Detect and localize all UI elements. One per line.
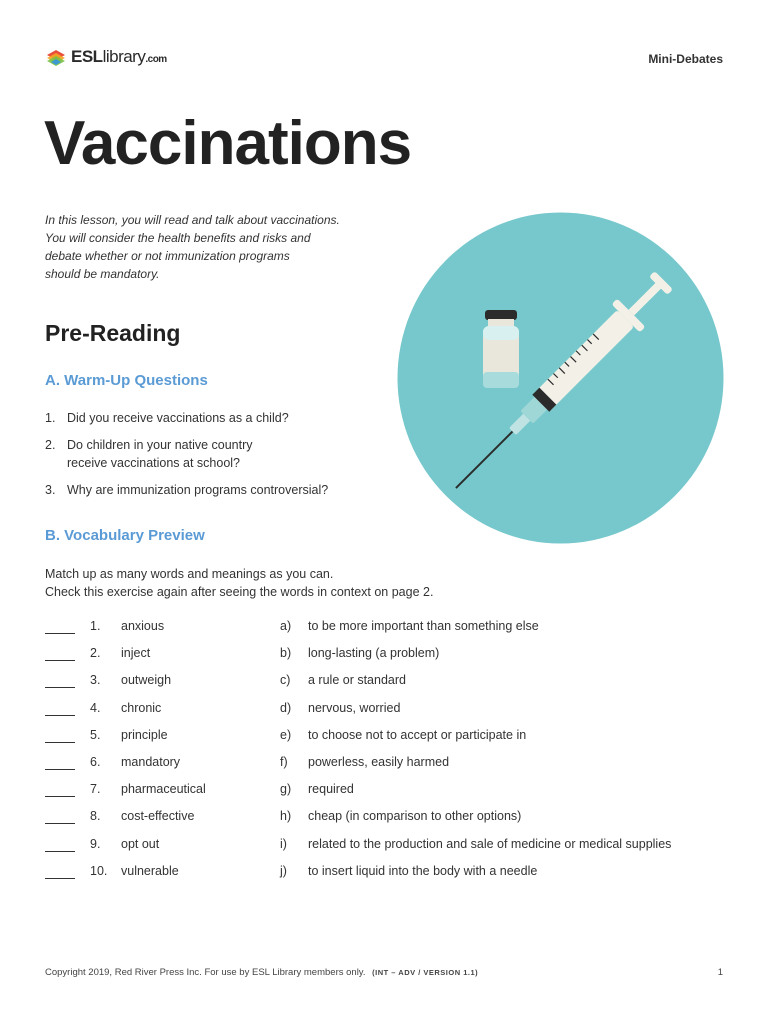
vocab-instructions bbox=[45, 565, 433, 601]
answer-blank[interactable] bbox=[45, 769, 75, 770]
question-number: 2. bbox=[45, 438, 56, 452]
version-label: (INT – ADV / VERSION 1.1) bbox=[372, 968, 479, 977]
vocab-number: 9. bbox=[90, 836, 101, 851]
vocab-word: chronic bbox=[121, 700, 162, 715]
vocab-row bbox=[45, 806, 725, 833]
definition-letter: j) bbox=[280, 863, 287, 878]
vocab-number: 8. bbox=[90, 809, 101, 824]
vocab-word: inject bbox=[121, 646, 151, 661]
answer-blank[interactable] bbox=[45, 742, 75, 743]
vaccination-illustration bbox=[397, 212, 724, 544]
question-item bbox=[45, 481, 385, 499]
question-text: Did you receive vaccinations as a child? bbox=[67, 411, 289, 425]
answer-blank[interactable] bbox=[45, 796, 75, 797]
series-label: Mini-Debates bbox=[648, 52, 723, 66]
definition-text: to insert liquid into the body with a needle bbox=[308, 863, 538, 878]
definition-letter: d) bbox=[280, 700, 292, 715]
vocab-row bbox=[45, 834, 725, 861]
definition-letter: g) bbox=[280, 782, 292, 797]
lesson-intro bbox=[45, 211, 375, 283]
vocab-row bbox=[45, 861, 725, 888]
vocab-row bbox=[45, 643, 725, 670]
page-title: Vaccinations bbox=[44, 109, 412, 178]
vaccine-vial-icon bbox=[483, 310, 519, 388]
answer-blank[interactable] bbox=[45, 715, 75, 716]
vocab-number: 4. bbox=[90, 700, 101, 715]
page-footer bbox=[45, 967, 723, 978]
answer-blank[interactable] bbox=[45, 660, 75, 661]
vocab-word: pharmaceutical bbox=[121, 782, 206, 797]
vocab-word: principle bbox=[121, 727, 168, 742]
definition-text: long-lasting (a problem) bbox=[308, 646, 440, 661]
definition-letter: i) bbox=[280, 836, 287, 851]
question-number: 3. bbox=[45, 483, 56, 497]
vocab-number: 6. bbox=[90, 754, 101, 769]
page-number: 1 bbox=[717, 967, 723, 978]
answer-blank[interactable] bbox=[45, 633, 75, 634]
vocab-word: outweigh bbox=[121, 673, 172, 688]
instruction-line: Match up as many words and meanings as you can. bbox=[45, 567, 334, 581]
definition-text: powerless, easily harmed bbox=[308, 754, 450, 769]
definition-text: to choose not to accept or participate in bbox=[308, 727, 527, 742]
definition-letter: h) bbox=[280, 809, 292, 824]
vocab-row bbox=[45, 752, 725, 779]
vocab-heading: B. Vocabulary Preview bbox=[45, 527, 205, 544]
copyright-text: Copyright 2019, Red River Press Inc. For use by ESL Library members only. bbox=[45, 967, 366, 978]
vocab-row bbox=[45, 670, 725, 697]
question-item bbox=[45, 436, 385, 472]
answer-blank[interactable] bbox=[45, 823, 75, 824]
instruction-line: Check this exercise again after seeing the words in context on page 2. bbox=[45, 585, 434, 599]
vocab-word: vulnerable bbox=[121, 863, 179, 878]
vocab-word: anxious bbox=[121, 619, 165, 633]
definition-letter: a) bbox=[280, 619, 292, 633]
intro-line: debate whether or not immunization programs bbox=[45, 249, 290, 263]
question-text: Why are immunization programs controversial? bbox=[67, 483, 329, 497]
definition-text: related to the production and sale of medicine or medical supplies bbox=[308, 836, 672, 851]
vocab-matching-list bbox=[45, 616, 725, 888]
esl-library-logo-icon bbox=[45, 46, 67, 68]
esl-library-logo bbox=[45, 46, 167, 68]
logo-wordmark: ESLlibrary.com bbox=[71, 47, 167, 66]
definition-letter: f) bbox=[280, 754, 288, 769]
definition-text: cheap (in comparison to other options) bbox=[308, 809, 522, 824]
vocab-word: mandatory bbox=[121, 754, 181, 769]
vocab-row bbox=[45, 725, 725, 752]
definition-text: required bbox=[308, 782, 354, 797]
vocab-number: 1. bbox=[90, 619, 101, 633]
question-number: 1. bbox=[45, 411, 56, 425]
intro-line: In this lesson, you will read and talk about vaccinations. bbox=[45, 213, 340, 227]
section-title: Pre-Reading bbox=[45, 320, 181, 346]
warmup-questions bbox=[45, 409, 385, 508]
definition-text: nervous, worried bbox=[308, 700, 401, 715]
vocab-number: 5. bbox=[90, 727, 101, 742]
question-text: Do children in your native country receive vaccinations at school? bbox=[67, 438, 253, 470]
vocab-row bbox=[45, 779, 725, 806]
vocab-word: cost-effective bbox=[121, 809, 195, 824]
intro-line: should be mandatory. bbox=[45, 267, 160, 281]
vocab-number: 7. bbox=[90, 782, 101, 797]
vocab-row bbox=[45, 616, 725, 643]
vocab-number: 3. bbox=[90, 673, 101, 688]
definition-letter: b) bbox=[280, 646, 292, 661]
vocab-number: 10. bbox=[90, 863, 108, 878]
answer-blank[interactable] bbox=[45, 851, 75, 852]
definition-letter: c) bbox=[280, 673, 291, 688]
page-header bbox=[45, 44, 723, 74]
warmup-heading: A. Warm-Up Questions bbox=[45, 372, 208, 389]
vocab-row bbox=[45, 698, 725, 725]
answer-blank[interactable] bbox=[45, 687, 75, 688]
definition-text: a rule or standard bbox=[308, 673, 406, 688]
definition-text: to be more important than something else bbox=[308, 619, 539, 633]
vocab-word: opt out bbox=[121, 836, 160, 851]
answer-blank[interactable] bbox=[45, 878, 75, 879]
question-item bbox=[45, 409, 385, 427]
vocab-number: 2. bbox=[90, 646, 101, 661]
definition-letter: e) bbox=[280, 727, 292, 742]
intro-line: You will consider the health benefits and risks and bbox=[45, 231, 311, 245]
